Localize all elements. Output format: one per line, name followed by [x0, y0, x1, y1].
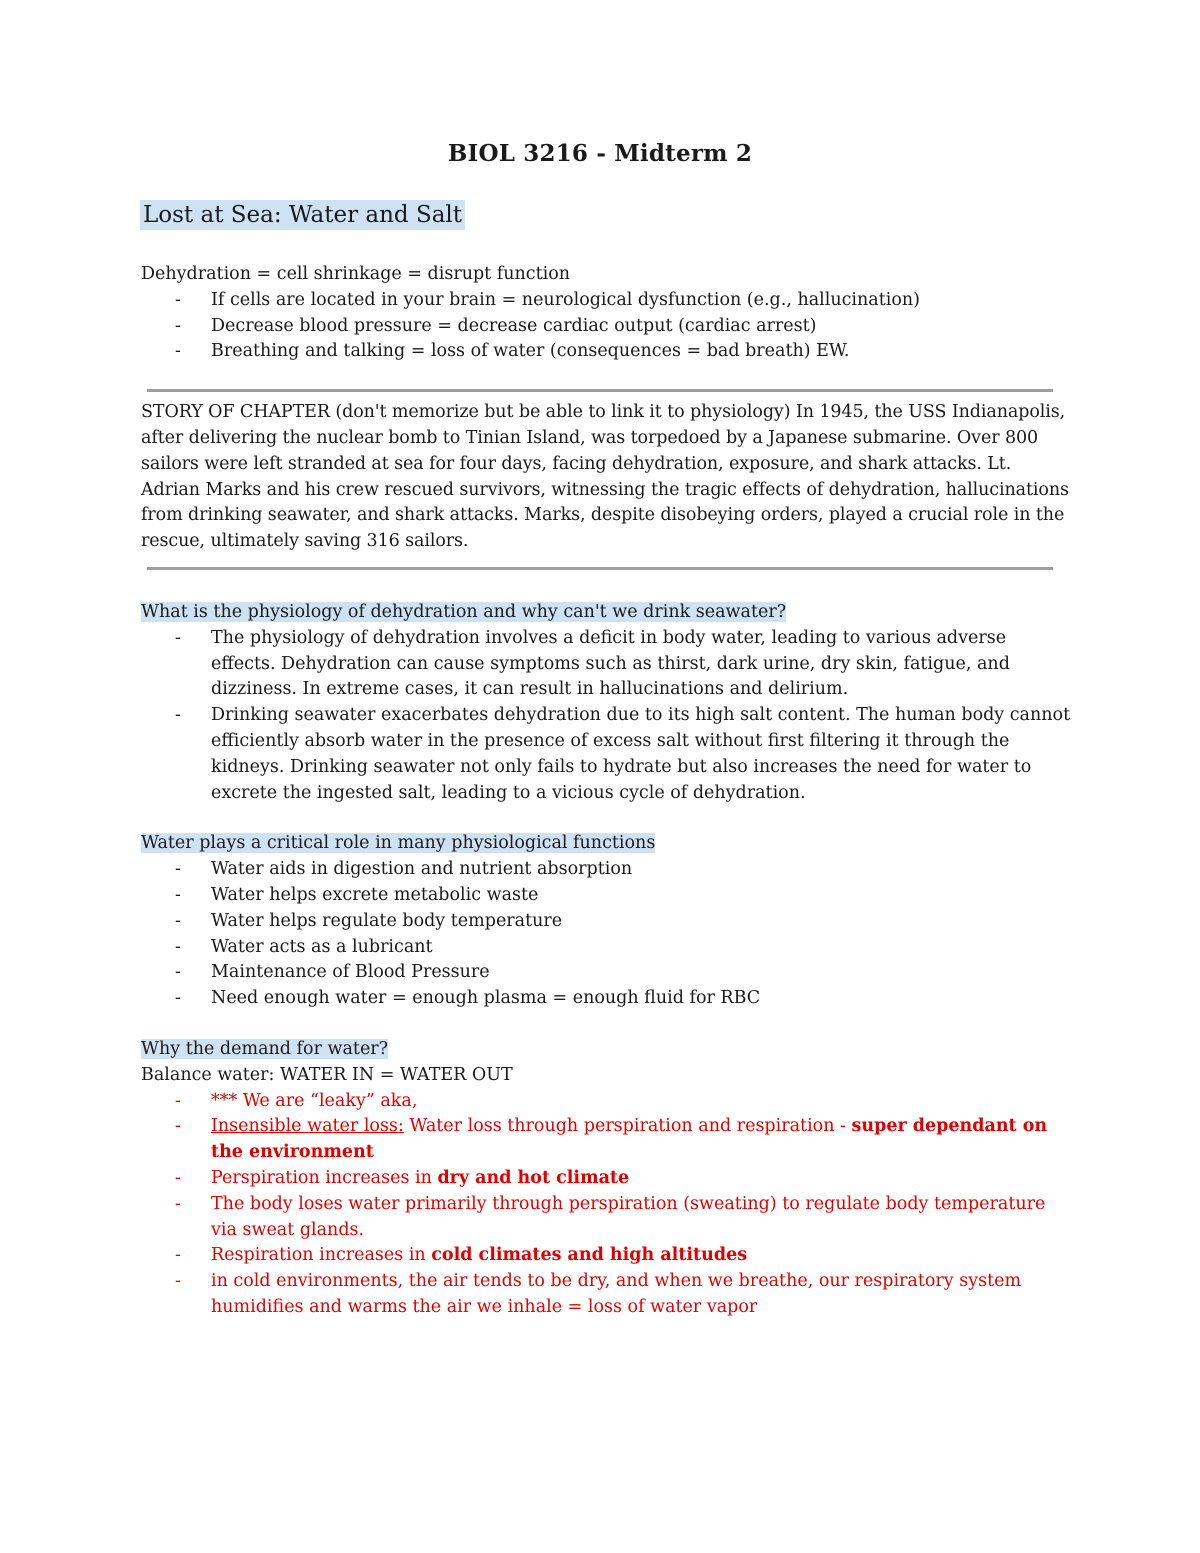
list-item: - Decrease blood pressure = decrease cardiac output (cardiac arrest)	[141, 314, 1071, 340]
dehydration-intro: Dehydration = cell shrinkage = disrupt function	[141, 264, 571, 284]
physiology-list	[141, 626, 1071, 807]
insensible-bold: super dependant on the environment	[211, 1116, 1048, 1163]
insensible-label: Insensible water loss:	[211, 1116, 404, 1137]
physiology-question-heading: What is the physiology of dehydration and why can't we drink seawater?	[141, 601, 787, 622]
dehydration-list	[141, 288, 1071, 365]
insensible-text: Water loss through perspiration and respiration -	[403, 1116, 852, 1137]
balance-line: Balance water: WATER IN = WATER OUT	[141, 1064, 513, 1085]
section-heading: Lost at Sea: Water and Salt	[140, 200, 465, 230]
perspiration-bold: dry and hot climate	[437, 1167, 630, 1188]
list-item	[141, 1243, 1071, 1269]
list-item: - If cells are located in your brain = neurological dysfunction (e.g., hallucination)	[141, 288, 1071, 314]
horizontal-rule	[147, 389, 1053, 392]
list-item: - Water helps excrete metabolic waste	[141, 883, 1071, 909]
list-item: - The body loses water primarily through perspiration (sweating) to regulate body temperature via sweat glands.	[141, 1192, 1071, 1244]
list-item: - Need enough water = enough plasma = enough fluid for RBC	[141, 986, 1071, 1012]
perspiration-text: Perspiration increases in	[211, 1167, 438, 1188]
perspiration-detail-list	[141, 1192, 1071, 1244]
respiration-bold: cold climates and high altitudes	[431, 1245, 748, 1266]
document-title: BIOL 3216 - Midterm 2	[447, 140, 753, 167]
list-item: - Water aids in digestion and nutrient absorption	[141, 857, 1071, 883]
list-item	[141, 1166, 1071, 1192]
list-item: - The physiology of dehydration involves a deficit in body water, leading to various adverse effects. Dehydration can cause symptoms such as thirst, dark urine, dry skin, fatigue, and dizziness. In extreme cases, it can result in hallucinations and delirium.	[141, 626, 1071, 703]
story-paragraph: STORY OF CHAPTER (don't memorize but be able to link it to physiology) In 1945, the USS Indianapolis, after delivering the nuclear bomb to Tinian Island, was torpedoed by a Japanese submarine. Over 800 sailors were left stranded at sea for four days, facing dehydration, exposure, and shark attacks. Lt. Adrian Marks and his crew rescued survivors, witnessing the tragic effects of dehydration, hallucinations from drinking seawater, and shark attacks. Marks, despite disobeying orders, played a crucial role in the rescue, ultimately saving 316 sailors.	[141, 402, 1069, 552]
respiration-detail-list	[141, 1269, 1071, 1321]
list-item: - in cold environments, the air tends to be dry, and when we breathe, our respiratory system humidifies and warms the air we inhale = loss of water vapor	[141, 1269, 1071, 1321]
list-item: - *** We are “leaky” aka,	[141, 1089, 1071, 1115]
list-item	[141, 1114, 1071, 1166]
demand-list	[141, 1089, 1071, 1166]
respiration-list	[141, 1243, 1071, 1269]
list-item: - Maintenance of Blood Pressure	[141, 960, 1071, 986]
document-body	[141, 262, 1071, 1321]
horizontal-rule	[147, 567, 1053, 570]
list-item: - Water helps regulate body temperature	[141, 909, 1071, 935]
list-item: - Breathing and talking = loss of water (consequences = bad breath) EW.	[141, 339, 1071, 365]
respiration-text: Respiration increases in	[211, 1245, 432, 1266]
water-roles-heading: Water plays a critical role in many physiological functions	[141, 833, 656, 854]
list-item: - Drinking seawater exacerbates dehydration due to its high salt content. The human body cannot efficiently absorb water in the presence of excess salt without first filtering it through the kidneys. Drinking seawater not only fails to hydrate but also increases the need for water to excrete the ingested salt, leading to a vicious cycle of dehydration.	[141, 703, 1071, 806]
list-item: - Water acts as a lubricant	[141, 935, 1071, 961]
water-roles-list	[141, 857, 1071, 986]
perspiration-list	[141, 1166, 1071, 1192]
demand-heading: Why the demand for water?	[141, 1038, 389, 1059]
water-roles-sublist	[141, 986, 1071, 1012]
